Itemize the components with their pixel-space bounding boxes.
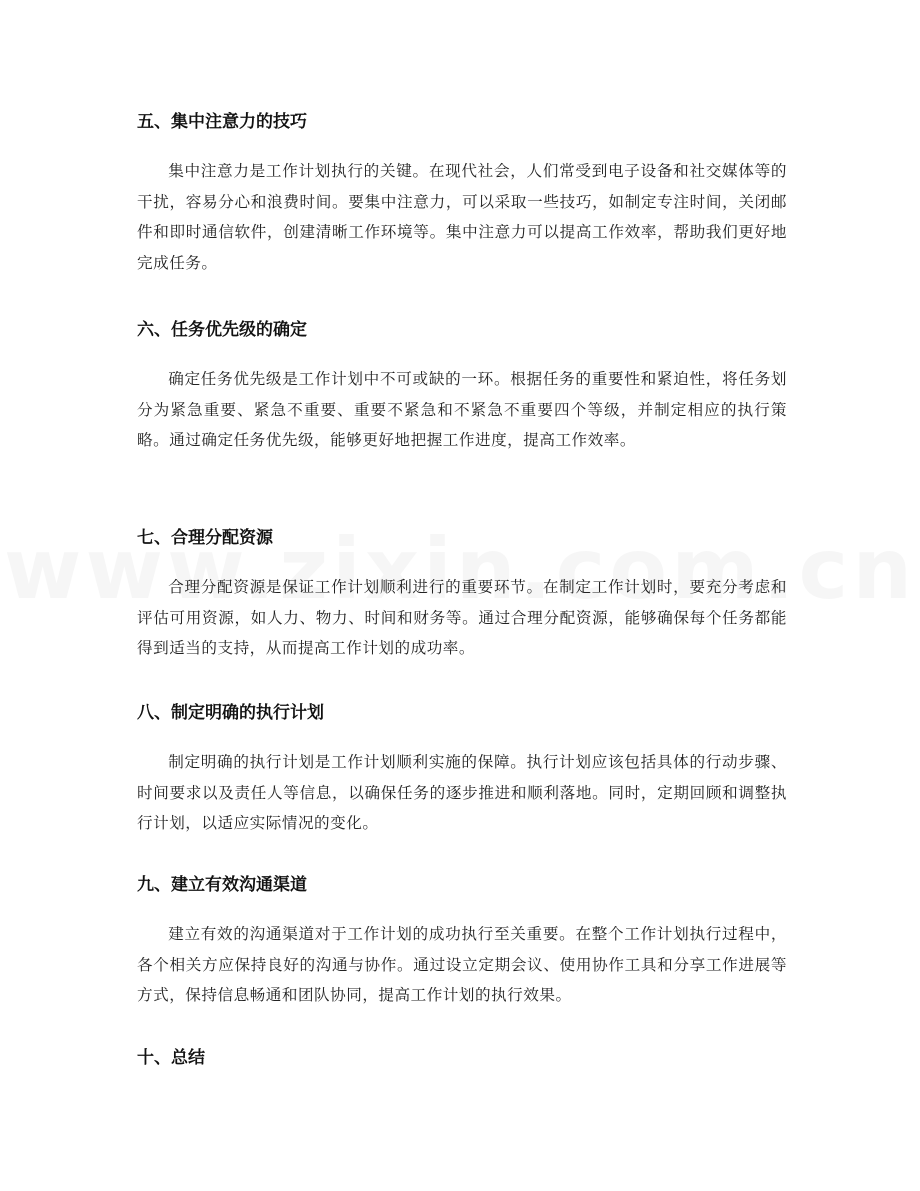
section-heading: 八、制定明确的执行计划 (137, 703, 324, 723)
section-heading: 十、总结 (137, 1048, 205, 1068)
section-6 (137, 318, 787, 456)
section-5 (137, 110, 787, 278)
section-9 (137, 873, 787, 1011)
section-paragraph: 确定任务优先级是工作计划中不可或缺的一环。根据任务的重要性和紧迫性，将任务划分为紧急重要、紧急不重要、重要不紧急和不紧急不重要四个等级，并制定相应的执行策略。通过确定任务优先级，能够更好地把握工作进度，提高工作效率。 (137, 370, 787, 449)
section-paragraph: 制定明确的执行计划是工作计划顺利实施的保障。执行计划应该包括具体的行动步骤、时间要求以及责任人等信息，以确保任务的逐步推进和顺利落地。同时，定期回顾和调整执行计划，以适应实际情况的变化。 (137, 753, 787, 832)
section-7 (137, 526, 787, 664)
section-paragraph: 建立有效的沟通渠道对于工作计划的成功执行至关重要。在整个工作计划执行过程中，各个相关方应保持良好的沟通与协作。通过设立定期会议、使用协作工具和分享工作进展等方式，保持信息畅通和团队协同，提高工作计划的执行效果。 (137, 925, 787, 1004)
section-heading: 九、建立有效沟通渠道 (137, 875, 307, 895)
section-heading: 五、集中注意力的技巧 (137, 112, 307, 132)
section-paragraph: 合理分配资源是保证工作计划顺利进行的重要环节。在制定工作计划时，要充分考虑和评估可用资源，如人力、物力、时间和财务等。通过合理分配资源，能够确保每个任务都能得到适当的支持，从而提高工作计划的成功率。 (137, 578, 787, 657)
section-heading: 七、合理分配资源 (137, 528, 273, 548)
section-8 (137, 701, 787, 839)
section-paragraph: 集中注意力是工作计划执行的关键。在现代社会，人们常受到电子设备和社交媒体等的干扰，容易分心和浪费时间。要集中注意力，可以采取一些技巧，如制定专注时间，关闭邮件和即时通信软件，创建清晰工作环境等。集中注意力可以提高工作效率，帮助我们更好地完成任务。 (137, 162, 787, 272)
section-heading: 六、任务优先级的确定 (137, 320, 307, 340)
section-10 (137, 1046, 787, 1070)
